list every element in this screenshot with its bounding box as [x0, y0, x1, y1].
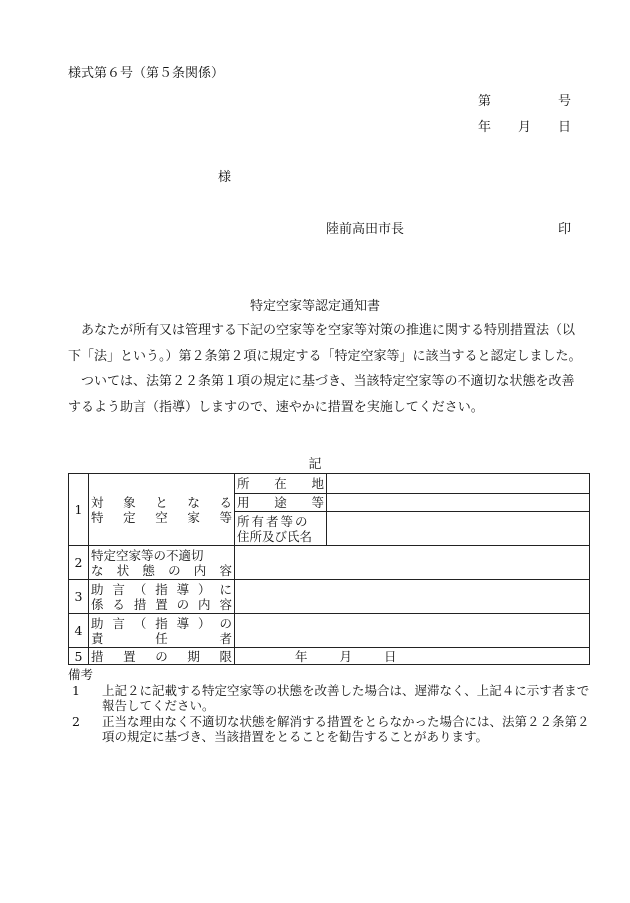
body-paragraph-1: あなたが所有又は管理する下記の空家等を空家等対策の推進に関する特別措置法（以下「法」という。）第２条第２項に規定する「特定空家等」に該当すると認定しました。: [68, 323, 582, 364]
responsible-label-line2: [91, 631, 232, 646]
document-title: 特定空家等認定通知書: [249, 299, 380, 314]
responsible-value[interactable]: [235, 614, 590, 648]
issuer-seal: 印: [558, 222, 572, 237]
date-year: 年: [478, 120, 492, 135]
doc-number-dai: 第: [478, 94, 492, 109]
row-number: 4: [69, 614, 89, 648]
char: 象: [123, 494, 136, 510]
details-table: [68, 473, 590, 665]
char: 定: [123, 509, 136, 525]
note-number: 1: [72, 682, 80, 698]
note-number: 2: [72, 713, 80, 729]
char: 途: [274, 495, 287, 510]
char: 容: [219, 562, 232, 578]
measure-label: [89, 580, 235, 614]
char: な: [187, 494, 200, 510]
notes-heading: 備考: [68, 667, 94, 682]
target-label-line2: [91, 510, 232, 525]
char: 導: [176, 581, 190, 597]
deadline-month: 月: [339, 648, 353, 664]
row-number: 2: [69, 546, 89, 580]
table-row: [69, 474, 590, 494]
char: 用: [237, 495, 250, 510]
owner-label-line1: 所有者等の: [237, 513, 310, 529]
char: 導: [176, 615, 190, 631]
owner-label: [235, 512, 327, 546]
char: の: [155, 648, 168, 664]
char: 在: [274, 476, 287, 491]
char: 特: [91, 509, 104, 525]
char: （: [133, 615, 147, 631]
table-row: [69, 580, 590, 614]
measure-label-line2: [91, 597, 232, 612]
note-text: 上記２に記載する特定空家等の状態を改善した場合は、遅滞なく、上記４に示す者まで報告してください。: [102, 682, 590, 713]
body-paragraph-2: ついては、法第２２条第１項の規定に基づき、当該特定空家等の不適切な状態を改善するよう助言（指導）しますので、速やかに措置を実施してください。: [68, 374, 575, 415]
ki-heading: 記: [308, 457, 322, 472]
char: 状: [116, 562, 130, 578]
table-row: [69, 648, 590, 665]
measure-label-line1: [91, 582, 232, 597]
char: 所: [237, 476, 250, 491]
note-item: [68, 683, 590, 714]
row-number: 3: [69, 580, 89, 614]
deadline-value[interactable]: [235, 648, 590, 665]
char: る: [219, 494, 232, 510]
char: の: [176, 596, 190, 612]
char: 空: [155, 509, 168, 525]
condition-value[interactable]: [235, 546, 590, 580]
char: る: [112, 596, 125, 612]
char: ）: [198, 581, 211, 597]
form-number: 様式第６号（第５条関係）: [68, 66, 225, 81]
location-label: [235, 474, 327, 494]
addressee-suffix: 様: [218, 170, 232, 185]
deadline-label: [89, 648, 235, 665]
char: 助: [91, 615, 104, 631]
char: 指: [155, 581, 168, 597]
char: 言: [112, 615, 125, 631]
condition-label-line1: 特定空家等の不適切: [91, 547, 204, 563]
note-text: 正当な理由なく不適切な状態を解消する措置をとらなかった場合には、法第２２条第２項の規定に基づき、当該措置をとることを勧告することがあります。: [102, 713, 590, 744]
char: 係: [91, 596, 104, 612]
char: な: [91, 562, 104, 578]
char: 等: [311, 495, 324, 510]
char: 家: [187, 509, 200, 525]
char: 措: [133, 596, 147, 612]
char: 容: [219, 596, 232, 612]
date-day: 日: [558, 120, 572, 135]
responsible-label-line1: [91, 616, 232, 631]
char: 者: [219, 630, 232, 646]
condition-label: [89, 546, 235, 580]
target-label-line1: [91, 495, 232, 510]
char: の: [168, 562, 181, 578]
char: 対: [91, 494, 104, 510]
char: 置: [123, 648, 136, 664]
char: 限: [219, 648, 232, 664]
usage-value[interactable]: [327, 494, 590, 512]
char: （: [133, 581, 147, 597]
table-row: [69, 546, 590, 580]
char: ）: [198, 615, 211, 631]
doc-number-go: 号: [558, 94, 572, 109]
char: 地: [311, 476, 324, 491]
char: 言: [112, 581, 125, 597]
char: 責: [91, 630, 104, 646]
char: 指: [155, 615, 168, 631]
responsible-label: [89, 614, 235, 648]
table-row: [69, 614, 590, 648]
deadline-year: 年: [295, 648, 308, 664]
char: に: [219, 581, 232, 597]
char: 置: [155, 596, 168, 612]
issuer-name: 陸前高田市長: [326, 222, 405, 237]
char: 助: [91, 581, 104, 597]
char: 措: [91, 648, 104, 664]
note-item: [68, 714, 590, 745]
char: の: [219, 615, 232, 631]
char: 等: [219, 509, 232, 525]
char: 内: [193, 562, 207, 578]
usage-label: [235, 494, 327, 512]
char: 任: [155, 630, 168, 646]
measure-value[interactable]: [235, 580, 590, 614]
row-number: 1: [69, 474, 89, 546]
char: 態: [142, 562, 155, 578]
body-text: [68, 318, 584, 420]
char: 内: [198, 596, 211, 612]
target-label: [89, 474, 235, 546]
location-value[interactable]: [327, 474, 590, 494]
condition-label-line2: [91, 563, 232, 578]
deadline-day: 日: [384, 648, 397, 664]
row-number: 5: [69, 648, 89, 665]
char: 期: [187, 648, 200, 664]
owner-value[interactable]: [327, 512, 590, 546]
owner-label-line2: 住所及び氏名: [237, 528, 313, 544]
date-month: 月: [518, 120, 532, 135]
notes: [68, 667, 590, 745]
char: と: [155, 494, 168, 510]
